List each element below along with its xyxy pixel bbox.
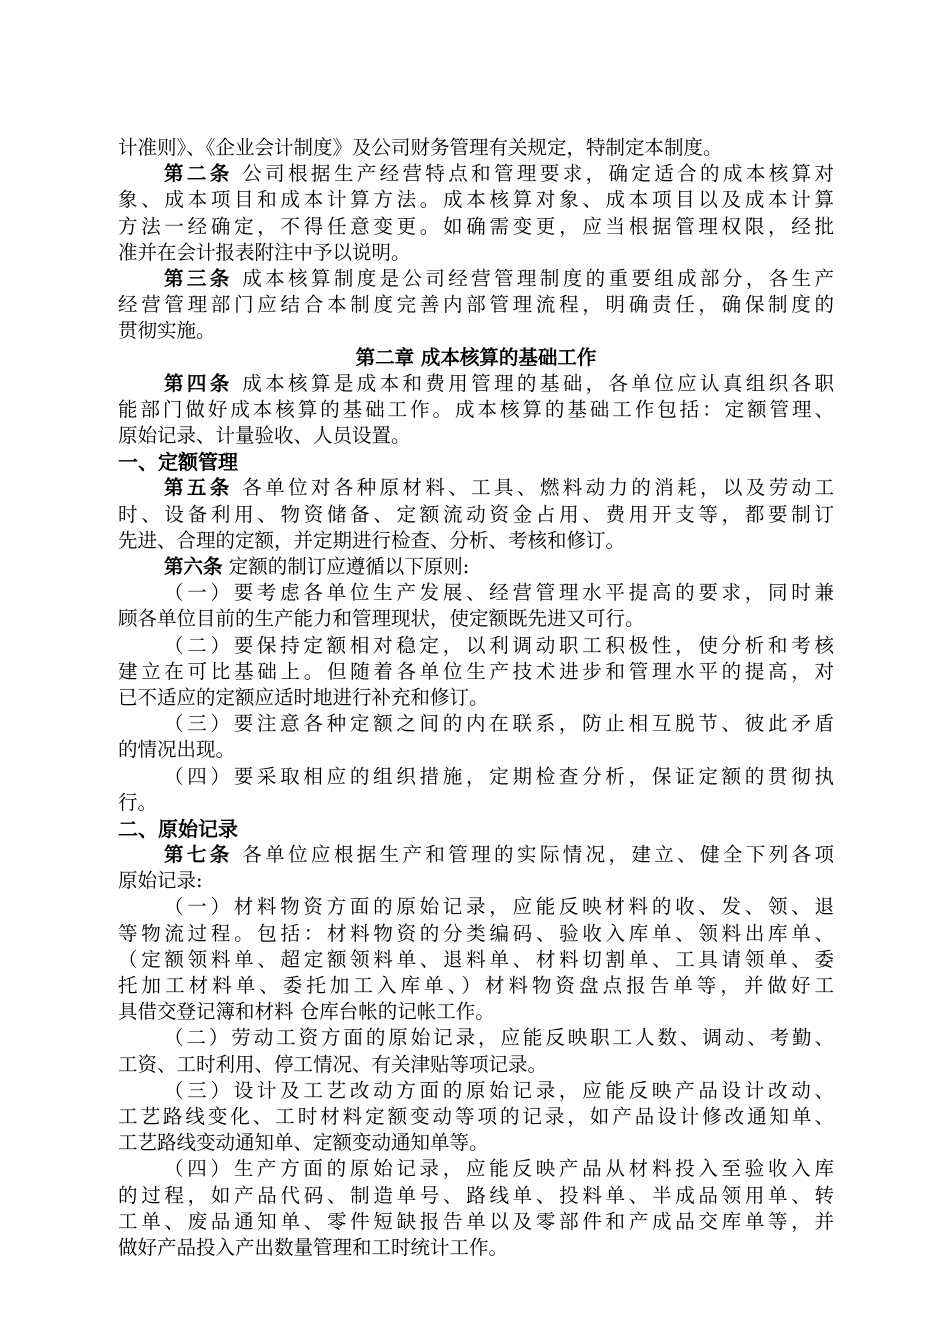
text-line <box>118 187 834 213</box>
line-text: 等物流过程。包括：材料物资的分类编码、验收入库单、领料出库单、 <box>118 921 834 945</box>
line-text: 已不适应的定额应适时地进行补充和修订。 <box>118 685 489 709</box>
article-label: 第三条 <box>164 266 233 290</box>
text-line <box>118 659 834 685</box>
document-body <box>118 135 834 1261</box>
text-line <box>118 973 834 999</box>
text-line <box>118 1209 834 1235</box>
line-text: 方法一经确定，不得任意变更。如确需变更，应当根据管理权限，经批 <box>118 214 834 238</box>
line-text: 准并在会计报表附注中予以说明。 <box>118 240 411 264</box>
line-text: 各单位对各种原材料、工具、燃料动力的消耗，以及劳动工 <box>232 476 834 500</box>
text-line <box>118 947 834 973</box>
text-line <box>118 1156 834 1182</box>
text-line <box>118 1130 834 1156</box>
text-line <box>118 528 834 554</box>
line-text: 象、成本项目和成本计算方法。成本核算对象、成本项目以及成本计算 <box>118 188 834 212</box>
text-line <box>118 318 834 344</box>
text-line <box>118 1235 834 1261</box>
line-text: 能部门做好成本核算的基础工作。成本核算的基础工作包括：定额管理、 <box>118 397 834 421</box>
text-line <box>118 711 834 737</box>
text-line <box>118 1104 834 1130</box>
line-text: 行。 <box>118 790 158 814</box>
line-text: 工资、工时利用、停工情况、有关津贴等项记录。 <box>118 1052 548 1076</box>
text-line <box>118 161 834 187</box>
line-text: 工艺路线变化、工时材料定额变动等项的记录，如产品设计修改通知单、 <box>118 1104 834 1128</box>
line-text: 二、原始记录 <box>118 816 238 841</box>
line-text: （定额领料单、超定额领料单、退料单、材料切割单、工具请领单、委 <box>118 947 834 971</box>
line-text: 定额的制订应遵循以下原则: <box>222 555 470 578</box>
text-line <box>118 214 834 240</box>
line-text: 一、定额管理 <box>118 450 238 475</box>
article-label: 第二条 <box>164 162 233 186</box>
line-text: 贯彻实施。 <box>118 319 216 343</box>
text-line <box>118 685 834 711</box>
line-text: 时、设备利用、物资储备、定额流动资金占用、费用开支等，都要制订 <box>118 502 834 526</box>
line-text: 工单、废品通知单、零件短缺报告单以及零部件和产成品交库单等，并 <box>118 1209 834 1233</box>
text-line <box>118 423 834 449</box>
text-line <box>118 633 834 659</box>
line-text: 成本核算是成本和费用管理的基础，各单位应认真组织各职 <box>232 371 834 395</box>
line-text: （二）劳动工资方面的原始记录，应能反映职工人数、调动、考勤、 <box>164 1026 834 1050</box>
line-text: 顾各单位目前的生产能力和管理现状，使定额既先进又可行。 <box>118 607 645 631</box>
line-text: 公司根据生产经营特点和管理要求，确定适合的成本核算对 <box>232 162 834 186</box>
line-text: 第二章 成本核算的基础工作 <box>355 345 597 369</box>
article-label: 第六条 <box>164 555 223 578</box>
line-text: 原始记录: <box>118 869 203 893</box>
line-text: （三）设计及工艺改动方面的原始记录，应能反映产品设计改动、 <box>164 1078 834 1102</box>
text-line <box>118 842 834 868</box>
chapter-heading <box>118 345 834 371</box>
text-line <box>118 240 834 266</box>
text-line <box>118 1025 834 1051</box>
line-text: 计准则》、《企业会计制度》及公司财务管理有关规定，特制定本制度。 <box>118 136 723 159</box>
line-text: 工艺路线变动通知单、定额变动通知单等。 <box>118 1131 489 1155</box>
line-text: （四）生产方面的原始记录，应能反映产品从材料投入至验收入库 <box>164 1157 834 1181</box>
text-line <box>118 790 834 816</box>
text-line <box>118 292 834 318</box>
text-line <box>118 921 834 947</box>
line-text: 先进、合理的定额，并定期进行检查、分析、考核和修订。 <box>118 528 626 552</box>
line-text: （一）要考虑各单位生产发展、经营管理水平提高的要求，同时兼 <box>164 581 834 605</box>
section-heading <box>118 816 834 842</box>
line-text: 的过程，如产品代码、制造单号、路线单、投料单、半成品领用单、转 <box>118 1183 834 1207</box>
section-heading <box>118 449 834 475</box>
line-text: 具借交登记簿和材料 仓库台帐的记帐工作。 <box>118 1000 495 1024</box>
line-text: （三）要注意各种定额之间的内在联系，防止相互脱节、彼此矛盾 <box>164 712 834 736</box>
article-label: 第七条 <box>164 843 233 867</box>
text-line <box>118 371 834 397</box>
line-text: 经营管理部门应结合本制度完善内部管理流程，明确责任，确保制度的 <box>118 293 834 317</box>
text-line <box>118 554 834 580</box>
text-line <box>118 999 834 1025</box>
text-line <box>118 397 834 423</box>
line-text: 托加工材料单、委托加工入库单、）材料物资盘点报告单等，并做好工 <box>118 974 834 997</box>
text-line <box>118 135 834 161</box>
line-text: 做好产品投入产出数量管理和工时统计工作。 <box>118 1235 509 1259</box>
text-line <box>118 502 834 528</box>
text-line <box>118 737 834 763</box>
line-text: 成本核算制度是公司经营管理制度的重要组成部分，各生产 <box>232 266 834 290</box>
line-text: 的情况出现。 <box>118 738 236 762</box>
text-line <box>118 1052 834 1078</box>
article-label: 第四条 <box>164 371 233 395</box>
text-line <box>118 266 834 292</box>
line-text: 原始记录、计量验收、人员设置。 <box>118 424 411 448</box>
text-line <box>118 1078 834 1104</box>
text-line <box>118 894 834 920</box>
article-label: 第五条 <box>164 476 233 500</box>
line-text: （一）材料物资方面的原始记录，应能反映材料的收、发、领、退 <box>164 895 834 919</box>
line-text: 各单位应根据生产和管理的实际情况，建立、健全下列各项 <box>232 843 834 867</box>
text-line <box>118 764 834 790</box>
line-text: （二）要保持定额相对稳定，以利调动职工积极性，使分析和考核 <box>164 633 834 657</box>
text-line <box>118 475 834 501</box>
line-text: （四）要采取相应的组织措施，定期检查分析，保证定额的贯彻执 <box>164 764 834 788</box>
line-text: 建立在可比基础上。但随着各单位生产技术进步和管理水平的提高，对 <box>118 659 834 683</box>
text-line <box>118 868 834 894</box>
text-line <box>118 606 834 632</box>
text-line <box>118 1183 834 1209</box>
text-line <box>118 580 834 606</box>
